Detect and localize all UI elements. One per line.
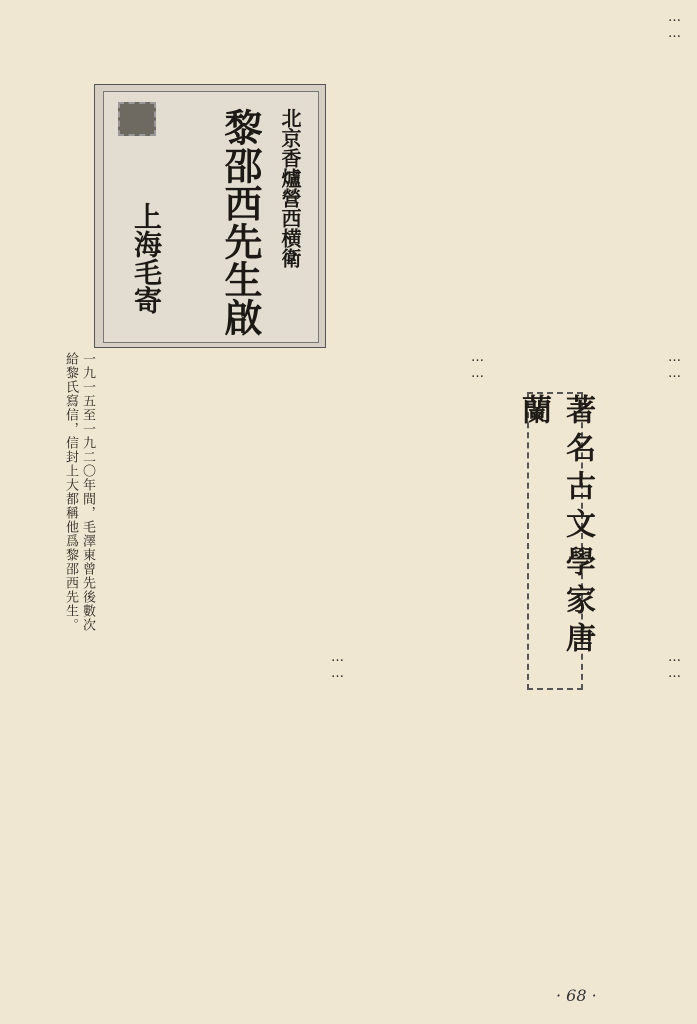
column-text-mid-left: …… [470,350,485,382]
column-text-low-right: …… [667,650,682,682]
article-title-box [516,392,595,690]
column-text-mid-right: …… [667,350,682,382]
page-number: · 68 · [556,986,597,1005]
article-title: 著名古文學家唐蘭 [516,394,595,660]
column-text-top-right: …… [667,10,682,42]
envelope [103,91,319,343]
column-text-low-left: …… [330,650,345,682]
envelope-photo [94,84,326,348]
envelope-address: 北京香爐營西横衛 [278,108,302,268]
envelope-recipient: 黎邵西先生啟 [218,108,263,336]
envelope-sender: 上海毛寄 [130,202,163,314]
photo-caption: 一九一五至一九二〇年間，毛澤東曾先後數次給黎氏寫信，信封上大都稱他爲黎邵西先生。 [63,352,95,632]
postage-stamp-icon [118,102,156,136]
